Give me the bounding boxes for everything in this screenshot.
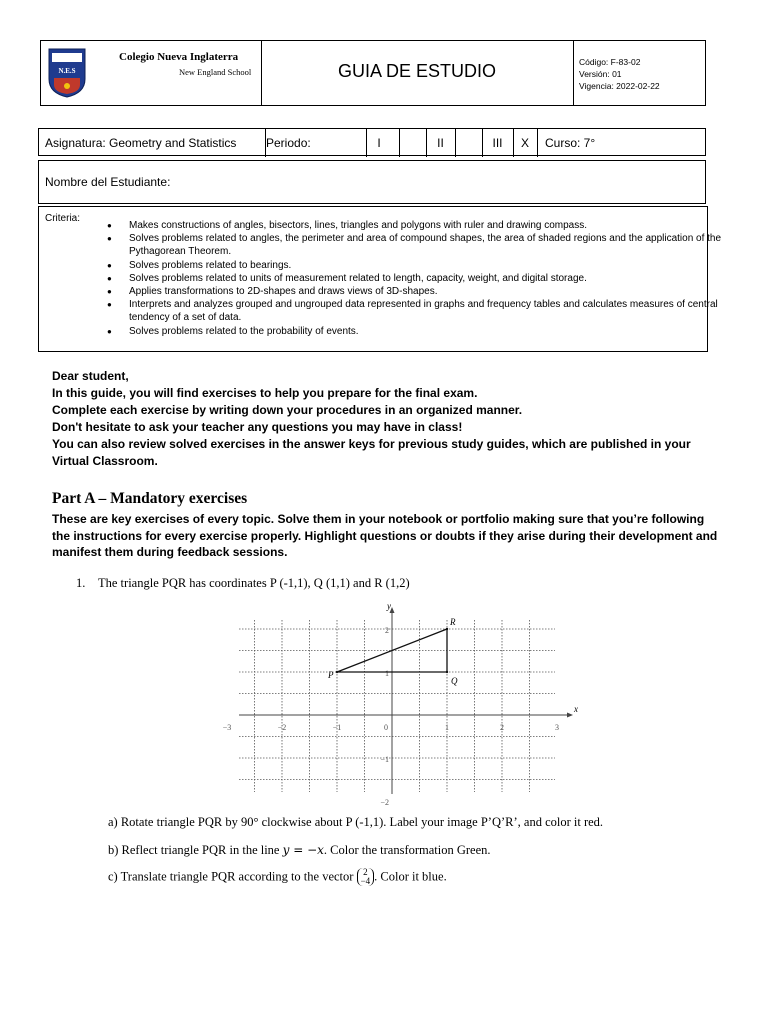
- vertex-label: Q: [451, 676, 458, 686]
- student-name-field[interactable]: [189, 167, 689, 197]
- y-axis-label: y: [387, 601, 391, 611]
- x-tick-label: −3: [222, 723, 232, 732]
- school-cell: [41, 41, 262, 105]
- x-tick-label: 3: [555, 723, 559, 732]
- x-tick-label: −1: [332, 723, 342, 732]
- part-a-title: Part A – Mandatory exercises: [52, 490, 248, 507]
- x-tick-label: −2: [277, 723, 287, 732]
- exercise-1c: [108, 868, 447, 886]
- intro-line: You can also review solved exercises in the answer keys for previous study guides, which are published in your Virtual Classroom.: [52, 437, 691, 468]
- period-ii-label: II: [426, 129, 456, 157]
- document-meta: [573, 41, 705, 105]
- criteria-item: ● Applies transformations to 2D-shapes and draws views of 3D-shapes.: [129, 285, 749, 298]
- document-title: GUIA DE ESTUDIO: [337, 61, 497, 81]
- grade-cell: Curso: 7°: [545, 136, 596, 150]
- vector-top: 2: [363, 867, 368, 877]
- part-a-description: These are key exercises of every topic. Solve them in your notebook or portfolio making sure that you’re following the instructions for every exercise properly. Highlight questions or doubts if they arise during their development and manifest them during feedback sessions.: [52, 512, 718, 559]
- vertex-point: [446, 628, 448, 630]
- school-name: Colegio Nueva Inglaterra: [119, 51, 239, 63]
- school-subtitle: New England School: [179, 67, 252, 77]
- intro-line: In this guide, you will find exercises to help you prepare for the final exam.: [52, 386, 478, 400]
- exercise-1c-post: . Color it blue.: [374, 869, 447, 884]
- vertex-label: R: [450, 617, 456, 627]
- x-axis-label: x: [574, 704, 578, 714]
- student-name-row: [38, 160, 706, 204]
- intro-line: Complete each exercise by writing down your procedures in an organized manner.: [52, 403, 523, 417]
- x-tick-label: 1: [445, 723, 449, 732]
- criteria-item: ● Interprets and analyzes grouped and ungrouped data represented in graphs and frequency tables and calculates measures of central tendency of a set of data.: [129, 298, 749, 324]
- intro-text: [52, 368, 722, 470]
- y-tick-label: −2: [380, 798, 389, 807]
- x-axis-arrow: [567, 713, 573, 718]
- vertex-point: [446, 671, 448, 673]
- exercise-1c-pre: c) Translate triangle PQR according to the vector: [108, 869, 357, 884]
- y-tick-label: 1: [385, 669, 389, 678]
- subject-cell: Asignatura: Geometry and Statistics: [39, 129, 266, 157]
- criteria-label: Criteria:: [45, 213, 81, 224]
- codigo-text: Código: F-83-02: [579, 57, 641, 67]
- y-tick-label: 2: [385, 626, 389, 635]
- intro-line: Don't hesitate to ask your teacher any questions you may have in class!: [52, 420, 463, 434]
- period-iii-checkbox[interactable]: X: [513, 129, 538, 157]
- coordinate-graph: [222, 598, 588, 807]
- x-tick-label: 2: [500, 723, 504, 732]
- period-label: Periodo:: [259, 129, 367, 157]
- x-tick-label: 0: [384, 723, 388, 732]
- criteria-item: ● Solves problems related to units of measurement related to length, capacity, weight, and digital storage.: [129, 272, 749, 285]
- exercise-1b-equation: y = −x: [282, 843, 324, 857]
- exercise-1a: a) Rotate triangle PQR by 90° clockwise about P (-1,1). Label your image P’Q’R’, and color it red.: [108, 815, 604, 829]
- vigencia-text: Vigencia: 2022-02-22: [579, 81, 660, 91]
- criteria-box: [38, 206, 722, 352]
- intro-line: Dear student,: [52, 369, 129, 383]
- graph-axes: [239, 601, 578, 794]
- logo-text: N.E.S: [58, 67, 76, 75]
- period-iii-label: III: [482, 129, 514, 157]
- exercise-1b: [108, 843, 491, 858]
- subject-row: [38, 128, 706, 156]
- student-name-label: Nombre del Estudiante:: [45, 175, 171, 189]
- criteria-item: ● Solves problems related to bearings.: [129, 259, 749, 272]
- criteria-item: ● Solves problems related to angles, the perimeter and area of compound shapes, the area of shaded regions and the application of the Pythagorean Theorem.: [129, 232, 749, 258]
- exercise-1b-pre: b) Reflect triangle PQR in the line: [108, 843, 283, 857]
- school-crest-icon: [47, 47, 87, 99]
- criteria-item: ● Makes constructions of angles, bisectors, lines, triangles and polygons with ruler and drawing compass.: [129, 219, 749, 232]
- exercise-1b-post: . Color the transformation Green.: [323, 843, 491, 857]
- period-i-label: I: [359, 129, 400, 157]
- vertex-point: [336, 671, 338, 673]
- vector-bottom: −4: [360, 876, 371, 886]
- criteria-list: [39, 219, 749, 338]
- exercise-1-text: The triangle PQR has coordinates P (-1,1), Q (1,1) and R (1,2): [98, 576, 410, 590]
- title-cell: [261, 41, 574, 105]
- graph-grid: [239, 620, 555, 792]
- period-i-checkbox[interactable]: [399, 129, 427, 157]
- exercise-1-number: 1.: [76, 576, 86, 590]
- period-ii-checkbox[interactable]: [455, 129, 483, 157]
- vertex-label: P: [328, 670, 334, 680]
- criteria-item: ● Solves problems related to the probability of events.: [129, 325, 749, 338]
- version-text: Versión: 01: [579, 69, 622, 79]
- document-header: [40, 40, 706, 106]
- exercise-1-prompt: [76, 576, 410, 591]
- y-tick-label: −1: [380, 755, 389, 764]
- vector-matrix: [357, 868, 375, 886]
